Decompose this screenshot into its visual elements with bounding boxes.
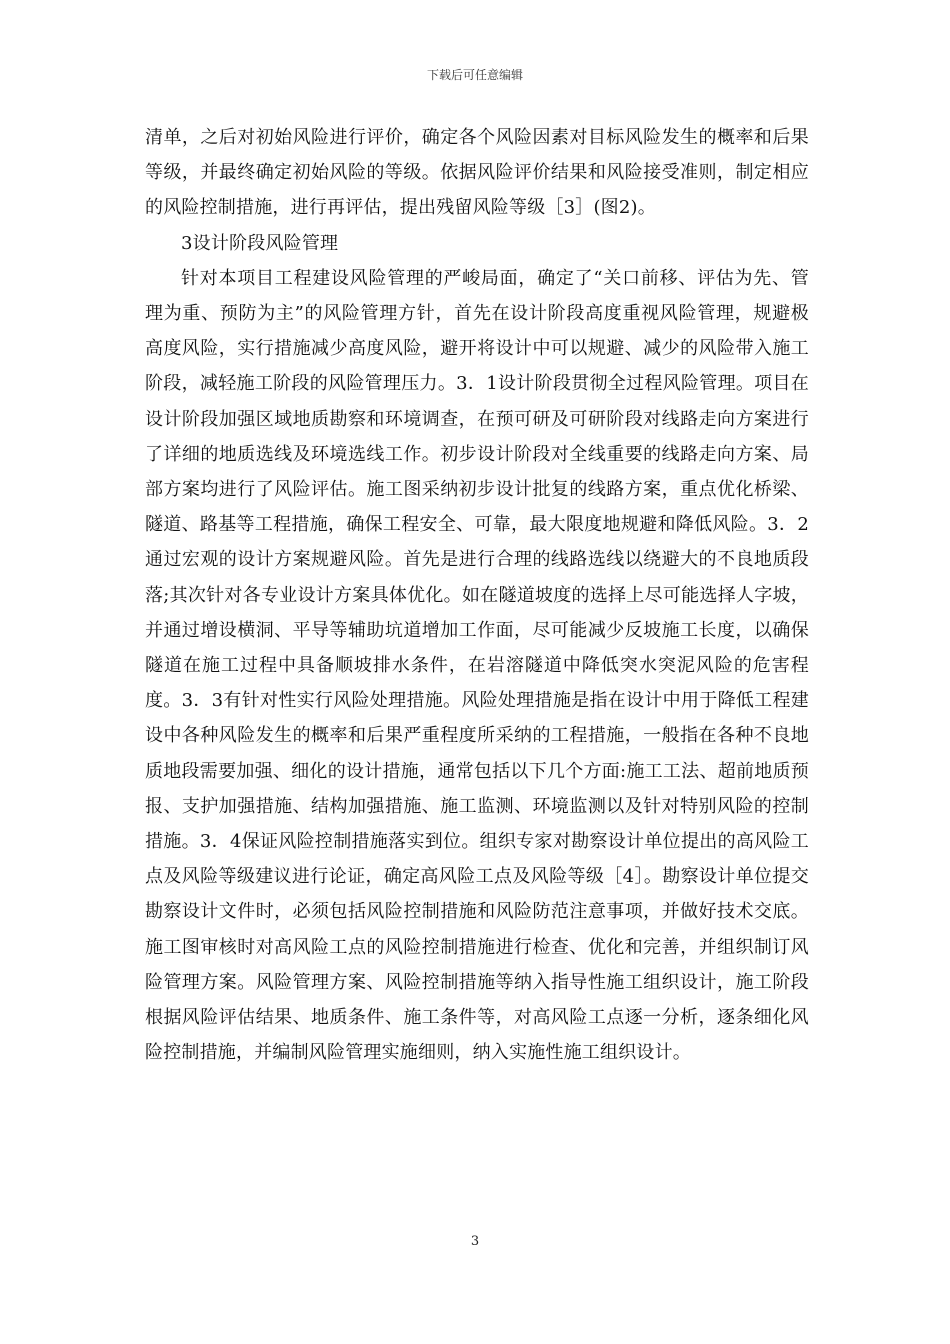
paragraph-continuation: 清单，之后对初始风险进行评价，确定各个风险因素对目标风险发生的概率和后果等级，并最终确定初始风险的等级。依据风险评价结果和风险接受准则，制定相应的风险控制措施，进行再评估，提出残留风险等级［3］(图2)。 — [145, 127, 809, 219]
section-heading: 3设计阶段风险管理 — [181, 232, 339, 254]
page-header: 下载后可任意编辑 — [426, 68, 523, 82]
paragraph-main: 针对本项目工程建设风险管理的严峻局面，确定了“关口前移、评估为先、管理为重、预防为主”的风险管理方针，首先在设计阶段高度重视风险管理，规避极高度风险，实行措施减少高度风险，避开将设计中可以规避、减少的风险带入施工阶段，减轻施工阶段的风险管理压力。3．1设计阶段贯彻全过程风险管理。项目在设计阶段加强区域地质勘察和环境调查，在预可研及可研阶段对线路走向方案进行了详细的地质选线及环境选线工作。初步设计阶段对全线重要的线路走向方案、局部方案均进行了风险评估。施工图采纳初步设计批复的线路方案，重点优化桥梁、隧道、路基等工程措施，确保工程安全、可靠，最大限度地规避和降低风险。3．2通过宏观的设计方案规避风险。首先是进行合理的线路选线以绕避大的不良地质段落;其次针对各专业设计方案具体优化。如在隧道坡度的选择上尽可能选择人字坡，并通过增设横洞、平导等辅助坑道增加工作面，尽可能减少反坡施工长度，以确保隧道在施工过程中具备顺坡排水条件，在岩溶隧道中降低突水突泥风险的危害程度。3．3有针对性实行风险处理措施。风险处理措施是指在设计中用于降低工程建设中各种风险发生的概率和后果严重程度所采纳的工程措施，一般指在各种不良地质地段需要加强、细化的设计措施，通常包括以下几个方面:施工工法、超前地质预报、支护加强措施、结构加强措施、施工监测、环境监测以及针对特别风险的控制措施。3．4保证风险控制措施落实到位。组织专家对勘察设计单位提出的高风险工点及风险等级建议进行论证，确定高风险工点及风险等级［4］。勘察设计单位提交勘察设计文件时，必须包括风险控制措施和风险防范注意事项，并做好技术交底。施工图审核时对高风险工点的风险控制措施进行检查、优化和完善，并组织制订风险管理方案。风险管理方案、风险控制措施等纳入指导性施工组织设计，施工阶段根据风险评估结果、地质条件、施工条件等，对高风险工点逐一分析，逐条细化风险控制措施，并编制风险管理实施细则，纳入实施性施工组织设计。 — [145, 267, 809, 1064]
body-text — [145, 120, 809, 1070]
page-number: 3 — [470, 1234, 480, 1249]
